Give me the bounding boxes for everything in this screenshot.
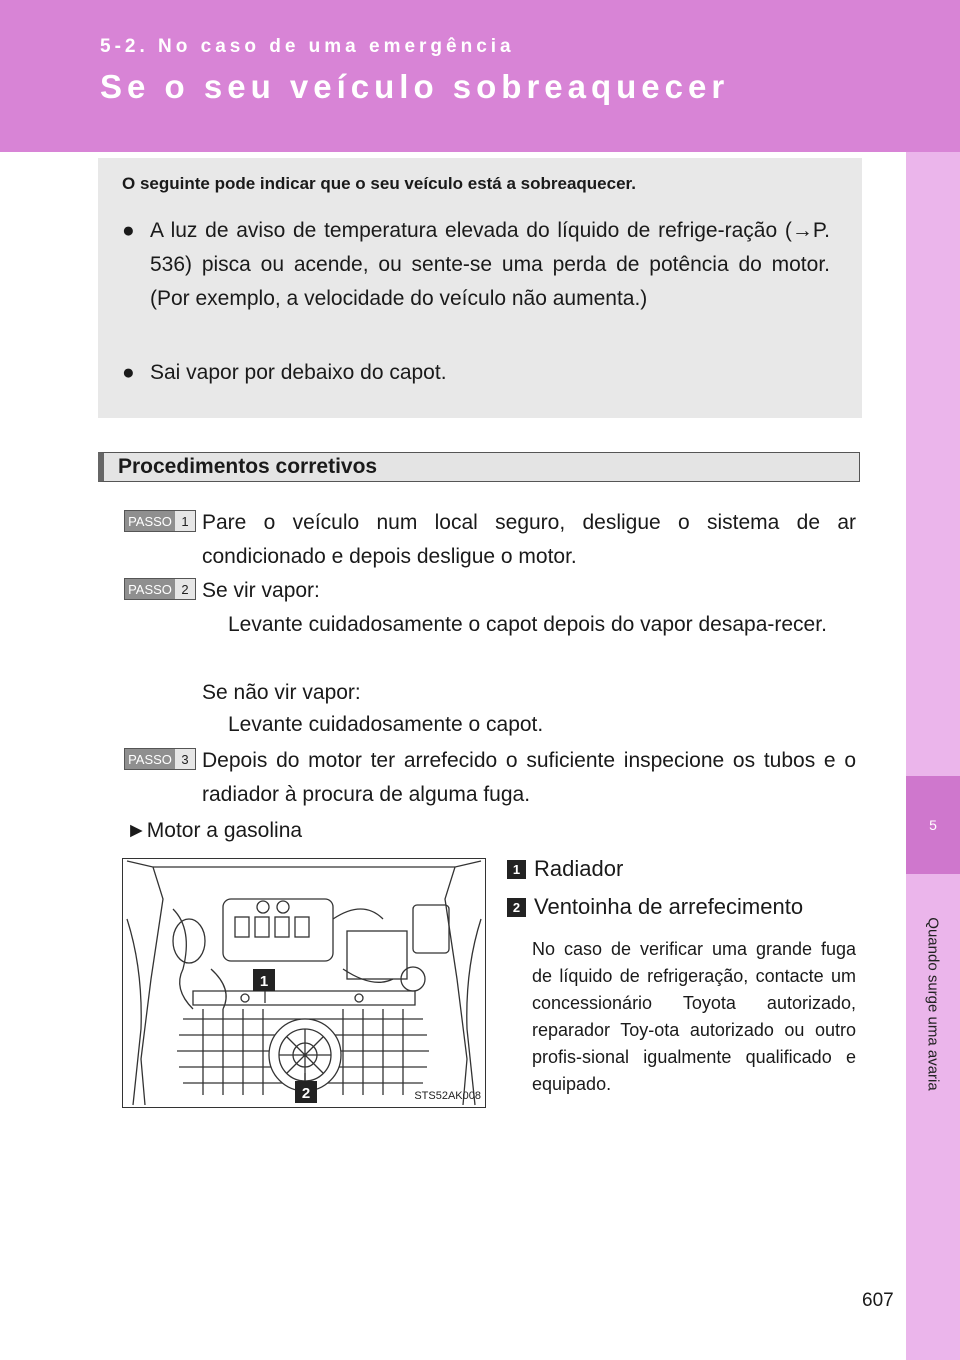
step-2-if-vapor-action: Levante cuidadosamente o capot depois do vapor desapa-recer. bbox=[228, 613, 827, 636]
info-bullet-text: A luz de aviso de temperatura elevada do líquido de refrige-ração (→P. 536) pisca ou acende, ou sente-se uma perda de potência do motor. (Por exemplo, a velocidade do veículo não aumenta.) bbox=[150, 219, 830, 310]
step-badge-word: PASSO bbox=[125, 511, 175, 531]
side-tab-number: 5 bbox=[906, 776, 960, 874]
callout-2-label: 2 bbox=[301, 1085, 311, 1102]
engine-bay-drawing bbox=[123, 859, 485, 1107]
figure-code: STS52AK008 bbox=[414, 1090, 481, 1102]
info-bullet-1 bbox=[122, 214, 830, 316]
engine-bay-illustration bbox=[122, 858, 486, 1108]
step-3-text: Depois do motor ter arrefecido o suficiente inspecione os tubos e o radiador à procura de alguma fuga. bbox=[202, 749, 856, 806]
step-badge-number: 1 bbox=[181, 513, 189, 529]
side-tab-label: Quando surge uma avaria bbox=[924, 917, 942, 1091]
step-badge-word: PASSO bbox=[125, 579, 175, 599]
step-2-badge bbox=[124, 578, 196, 600]
section-header bbox=[98, 452, 860, 482]
step-1-text: Pare o veículo num local seguro, desligue o sistema de ar condicionado e depois desligue o motor. bbox=[202, 511, 856, 568]
step-badge-number: 2 bbox=[181, 581, 189, 597]
step-badge-word: PASSO bbox=[125, 749, 175, 769]
page-header bbox=[0, 0, 960, 152]
note-text: No caso de verificar uma grande fuga de líquido de refrigeração, contacte um concessionário Toyota autorizado, reparador Toy-ota autorizado ou outro profis-sional igualmente qualificado e equipado. bbox=[532, 939, 856, 1094]
engine-heading bbox=[126, 814, 302, 848]
legend-2-badge: 2 bbox=[507, 898, 526, 917]
callout-1-label: 1 bbox=[259, 973, 269, 990]
section-label: 5-2. No caso de uma emergência bbox=[100, 36, 515, 57]
bullet-dot-icon: ● bbox=[122, 361, 135, 384]
section-title: Procedimentos corretivos bbox=[118, 455, 378, 478]
info-intro: O seguinte pode indicar que o seu veículo está a sobreaquecer. bbox=[122, 174, 636, 193]
engine-heading-text: Motor a gasolina bbox=[146, 819, 303, 842]
info-bullet-2 bbox=[122, 356, 830, 390]
step-1-badge bbox=[124, 510, 196, 532]
step-2-if-no-vapor-action: Levante cuidadosamente o capot. bbox=[228, 713, 544, 736]
step-badge-number: 3 bbox=[181, 751, 189, 767]
page-title: Se o seu veículo sobreaquecer bbox=[100, 68, 730, 105]
legend-1-badge: 1 bbox=[507, 860, 526, 879]
triangle-arrow-icon: ► bbox=[126, 819, 147, 842]
step-3-badge bbox=[124, 748, 196, 770]
info-bullet-text: Sai vapor por debaixo do capot. bbox=[150, 361, 447, 384]
bullet-dot-icon: ● bbox=[122, 219, 135, 242]
legend-2-text: Ventoinha de arrefecimento bbox=[534, 894, 804, 919]
step-2-if-no-vapor: Se não vir vapor: bbox=[202, 681, 361, 704]
legend-1-text: Radiador bbox=[534, 856, 624, 881]
side-tab bbox=[906, 152, 960, 1360]
step-2-if-vapor: Se vir vapor: bbox=[202, 579, 320, 602]
page-number: 607 bbox=[862, 1290, 894, 1311]
